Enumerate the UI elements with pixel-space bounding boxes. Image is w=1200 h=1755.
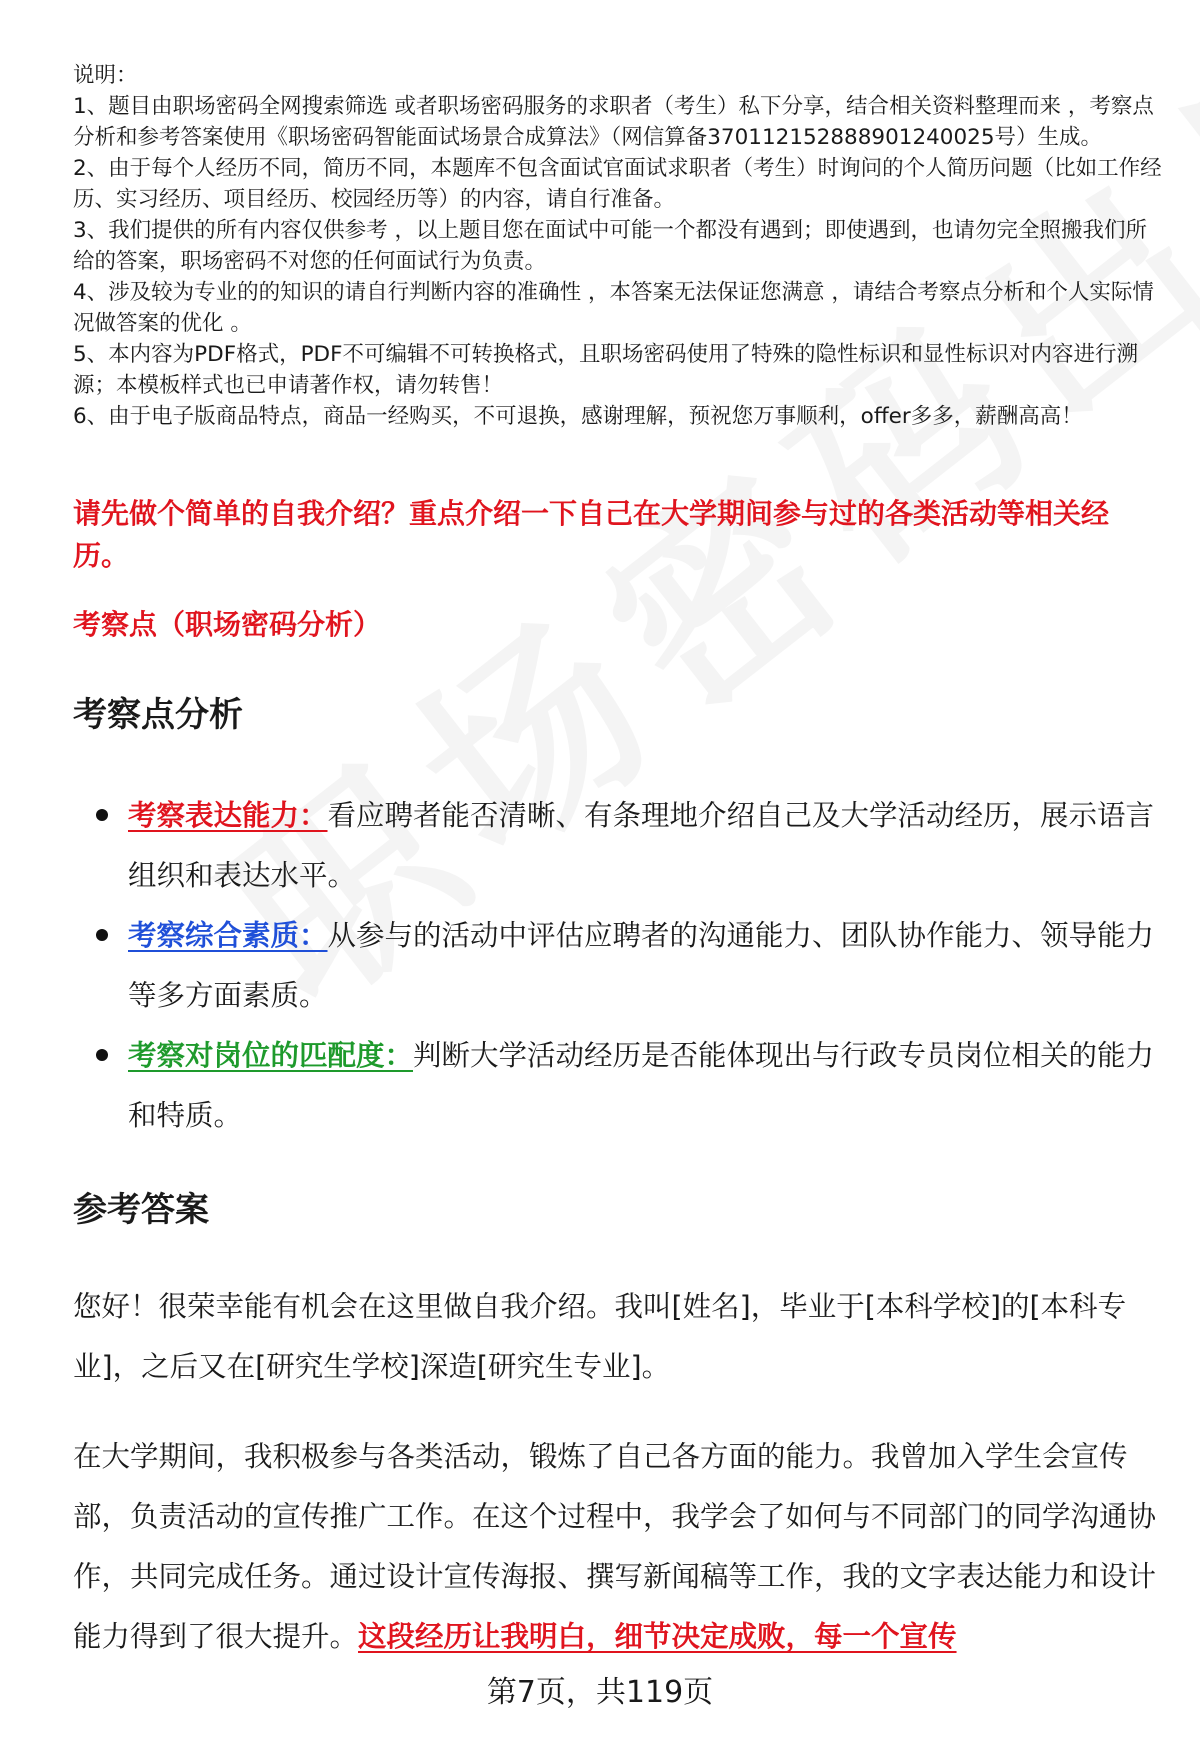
analysis-list [73,786,1163,1146]
bullet-text: 从参与的活动中评估应聘者的沟通能力、团队协作能力、领导能力等多方面素质。 [128,919,1155,1012]
bullet-keyword: 考察对岗位的匹配度： [128,1039,414,1072]
answer-paragraph-1: 您好！很荣幸能有机会在这里做自我介绍。我叫[姓名]，毕业于[本科学校]的[本科专业]，之后又在[研究生学校]深造[研究生专业]。 [73,1290,1127,1383]
page-number: 第7页，共119页 [486,1675,714,1710]
bullet-keyword: 考察综合素质： [128,919,328,952]
notes-item-5: 5、本内容为PDF格式，PDF不可编辑不可转换格式，且职场密码使用了特殊的隐性标识和显性标识对内容进行溯源；本模板样式也已申请著作权，请勿转售！ [73,342,1138,398]
notes-item-1: 1、题目由职场密码全网搜索筛选 或者职场密码服务的求职者（考生）私下分享，结合相关资料整理而来 ，考察点分析和参考答案使用《职场密码智能面试场景合成算法》（网信算备370112152888901240025号）生成。 [73,94,1154,150]
notes-item-3: 3、我们提供的所有内容仅供参考 ，以上题目您在面试中可能一个都没有遇到；即使遇到，也请勿完全照搬我们所给的答案，职场密码不对您的任何面试行为负责。 [73,218,1148,274]
bullet-text: 判断大学活动经历是否能体现出与行政专员岗位相关的能力和特质。 [128,1039,1155,1132]
exam-point-label: 考察点（职场密码分析） [73,608,382,641]
list-item [73,1026,1163,1146]
notes-title: 说明： [73,63,138,88]
bullet-keyword: 考察表达能力： [128,799,328,832]
bullet-dot-icon [96,809,108,821]
notes-item-4: 4、涉及较为专业的的知识的请自行判断内容的准确性 ，本答案无法保证您满意 ，请结合考察点分析和个人实际情况做答案的优化 。 [73,280,1154,336]
answer-emphasis: 这段经历让我明白，细节决定成败，每一个宣传 [358,1620,957,1653]
list-item [73,786,1163,906]
disclaimer-notes [73,60,1163,432]
answer-paragraph-2-text: 在大学期间，我积极参与各类活动，锻炼了自己各方面的能力。我曾加入学生会宣传部，负责活动的宣传推广工作。在这个过程中，我学会了如何与不同部门的同学沟通协作，共同完成任务。通过设计宣传海报、撰写新闻稿等工作，我的文字表达能力和设计能力得到了很大提升。 [73,1440,1157,1653]
interview-question: 请先做个简单的自我介绍？重点介绍一下自己在大学期间参与过的各类活动等相关经历。 [73,497,1110,572]
bullet-text: 看应聘者能否清晰、有条理地介绍自己及大学活动经历，展示语言组织和表达水平。 [128,799,1155,892]
list-item [73,906,1163,1026]
bullet-dot-icon [96,1049,108,1061]
notes-item-6: 6、由于电子版商品特点，商品一经购买，不可退换，感谢理解，预祝您万事顺利，offer多多，薪酬高高！ [73,404,1083,429]
bullet-dot-icon [96,929,108,941]
notes-item-2: 2、由于每个人经历不同，简历不同，本题库不包含面试官面试求职者（考生）时询问的个人简历问题（比如工作经历、实习经历、项目经历、校园经历等）的内容，请自行准备。 [73,156,1162,212]
answer-heading: 参考答案 [73,1190,209,1230]
analysis-heading: 考察点分析 [73,695,243,735]
answer-paragraph-2 [73,1427,1158,1667]
